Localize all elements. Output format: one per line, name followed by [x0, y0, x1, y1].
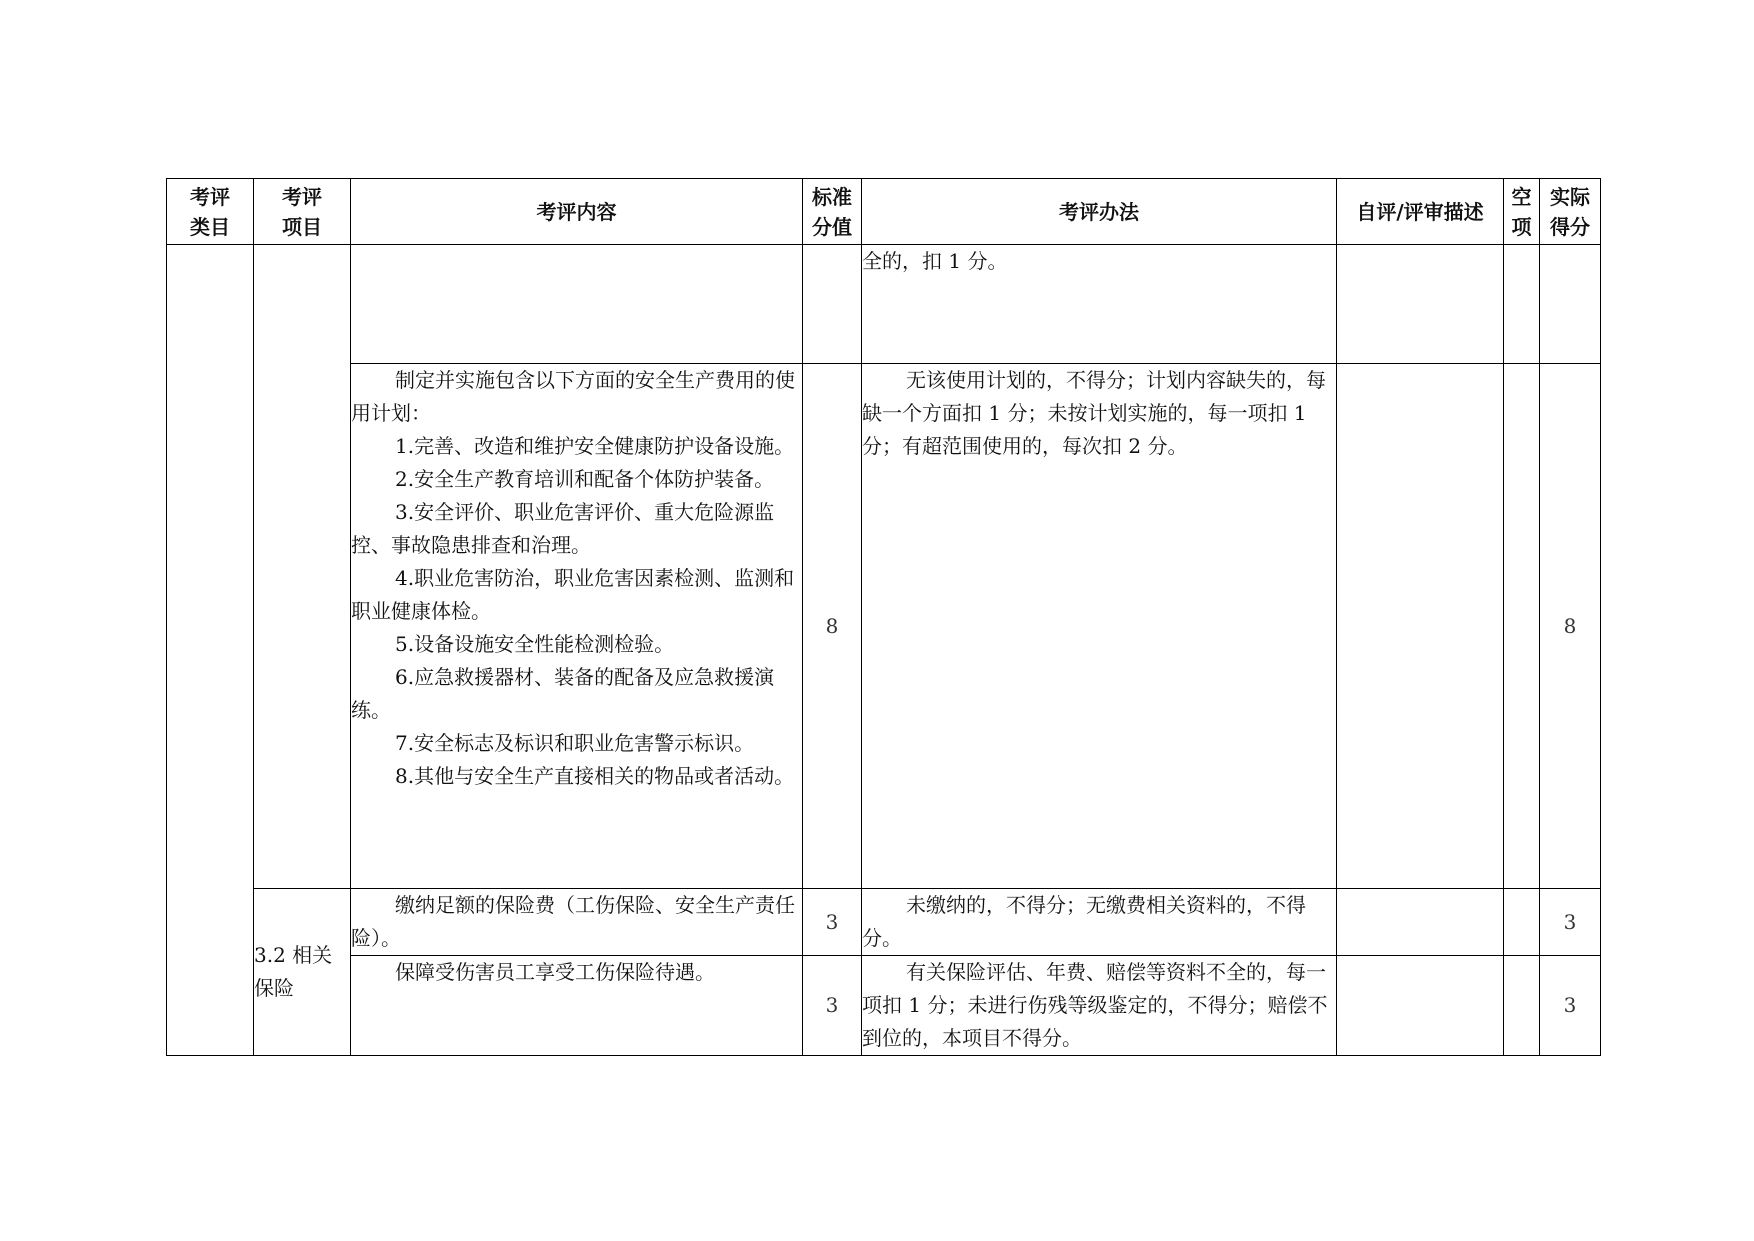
empty-item-cell — [1504, 956, 1540, 1056]
content-paragraph: 1.完善、改造和维护安全健康防护设备设施。 — [395, 434, 795, 458]
header-item: 考评 项目 — [254, 179, 351, 245]
item-cell — [254, 245, 351, 889]
self-review-cell — [1337, 956, 1504, 1056]
self-review-cell — [1337, 245, 1504, 364]
content-cell — [351, 956, 803, 1056]
content-paragraph: 3.安全评价、职业危害评价、重大危险源监控、事故隐患排查和治理。 — [351, 500, 775, 557]
standard-score-cell: 8 — [803, 364, 862, 889]
content-paragraph: 2.安全生产教育培训和配备个体防护装备。 — [395, 467, 775, 491]
self-review-cell — [1337, 364, 1504, 889]
content-paragraph: 4.职业危害防治，职业危害因素检测、监测和职业健康体检。 — [351, 566, 795, 623]
header-self-review: 自评/评审描述 — [1337, 179, 1504, 245]
method-text: 全的，扣 1 分。 — [862, 249, 1008, 273]
method-text: 有关保险评估、年费、赔偿等资料不全的，每一项扣 1 分；未进行伤残等级鉴定的，不得分；赔偿不到位的，本项目不得分。 — [862, 960, 1328, 1050]
method-text: 无该使用计划的，不得分；计划内容缺失的，每缺一个方面扣 1 分；未按计划实施的，每一项扣 1 分；有超范围使用的，每次扣 2 分。 — [862, 368, 1326, 458]
standard-score-cell: 3 — [803, 956, 862, 1056]
table-row — [167, 956, 1601, 1056]
standard-score-cell: 3 — [803, 889, 862, 956]
standard-score-cell — [803, 245, 862, 364]
table-row — [167, 364, 1601, 889]
content-paragraph: 缴纳足额的保险费（工伤保险、安全生产责任险）。 — [351, 893, 795, 950]
header-content: 考评内容 — [351, 179, 803, 245]
method-text: 未缴纳的，不得分；无缴费相关资料的，不得分。 — [862, 893, 1306, 950]
header-row — [167, 179, 1601, 245]
actual-score-cell: 3 — [1540, 956, 1601, 1056]
content-cell — [351, 889, 803, 956]
content-paragraph: 制定并实施包含以下方面的安全生产费用的使用计划： — [351, 368, 795, 425]
header-category: 考评 类目 — [167, 179, 254, 245]
assessment-table — [166, 178, 1601, 1056]
empty-item-cell — [1504, 364, 1540, 889]
item-cell — [254, 889, 351, 1056]
method-cell — [862, 364, 1337, 889]
empty-item-cell — [1504, 889, 1540, 956]
actual-score-cell: 3 — [1540, 889, 1601, 956]
content-paragraph: 7.安全标志及标识和职业危害警示标识。 — [395, 731, 755, 755]
empty-item-cell — [1504, 245, 1540, 364]
category-cell — [167, 245, 254, 1056]
method-cell — [862, 889, 1337, 956]
actual-score-cell: 8 — [1540, 364, 1601, 889]
content-paragraph: 5.设备设施安全性能检测检验。 — [395, 632, 675, 656]
content-paragraph: 保障受伤害员工享受工伤保险待遇。 — [395, 960, 715, 984]
actual-score-cell — [1540, 245, 1601, 364]
content-paragraph: 8.其他与安全生产直接相关的物品或者活动。 — [395, 764, 795, 788]
table-row — [167, 889, 1601, 956]
content-cell — [351, 364, 803, 889]
method-cell — [862, 245, 1337, 364]
header-standard-score: 标准 分值 — [803, 179, 862, 245]
header-actual-score: 实际 得分 — [1540, 179, 1601, 245]
table-row — [167, 245, 1601, 364]
self-review-cell — [1337, 889, 1504, 956]
header-method: 考评办法 — [862, 179, 1337, 245]
content-cell — [351, 245, 803, 364]
method-cell — [862, 956, 1337, 1056]
item-label: 3.2 相关保险 — [254, 943, 333, 1000]
content-paragraph: 6.应急救援器材、装备的配备及应急救援演练。 — [351, 665, 775, 722]
header-empty-item: 空 项 — [1504, 179, 1540, 245]
